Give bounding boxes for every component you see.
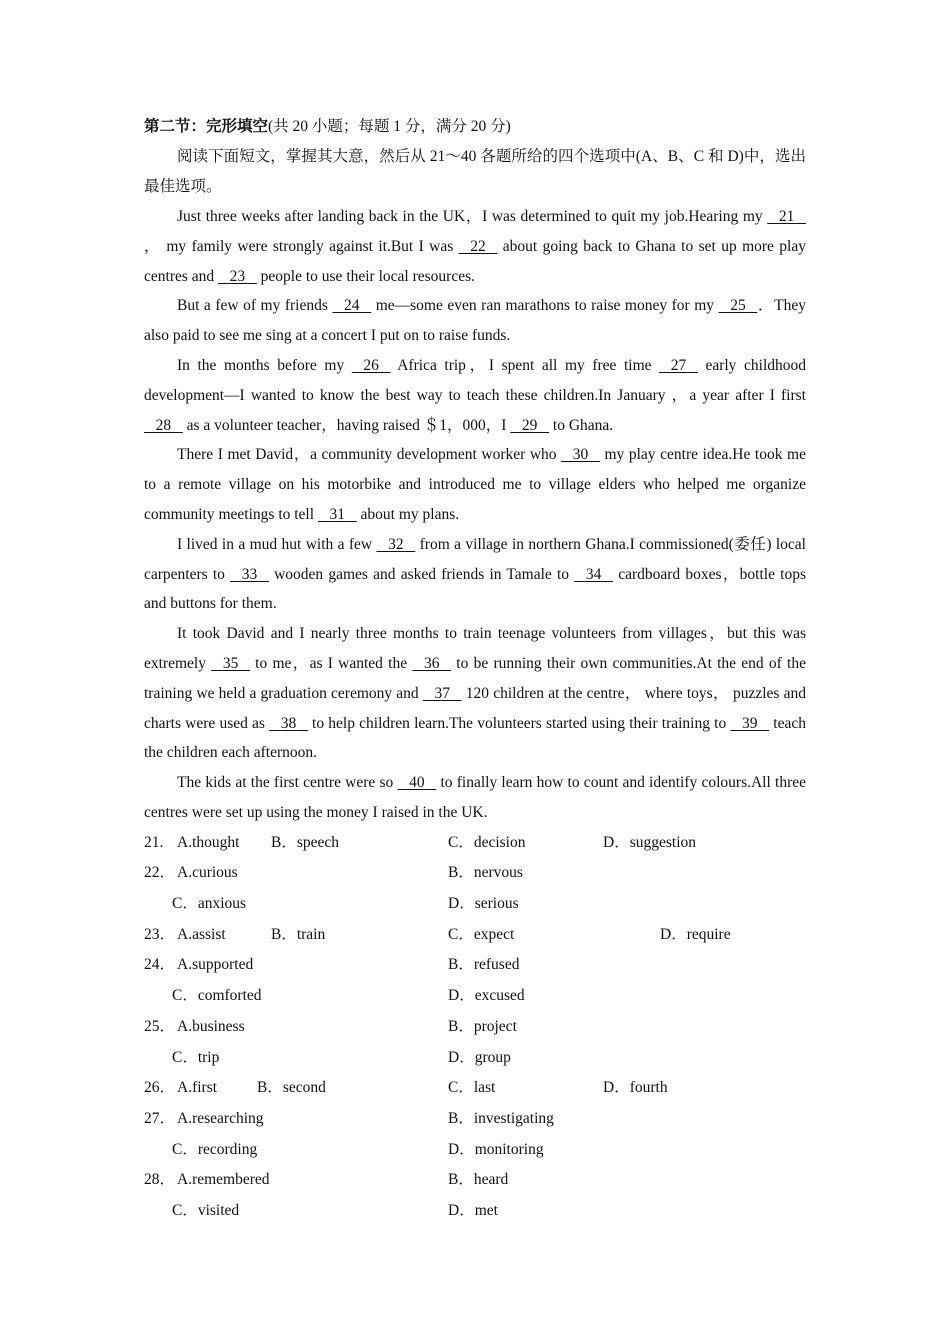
- passage-text: people to use their local resources.: [256, 267, 475, 285]
- option-a: A.curious: [177, 864, 238, 882]
- option-d: D．group: [448, 1048, 511, 1066]
- passage-paragraph: [144, 291, 806, 351]
- question-line: [144, 1104, 806, 1135]
- option-b: B．heard: [448, 1171, 509, 1189]
- passage-paragraph: [144, 351, 806, 440]
- question-list: [144, 828, 806, 1227]
- passage-text: In the months before my: [177, 356, 352, 374]
- passage-paragraph: [144, 768, 806, 828]
- passage-text: wooden games and asked friends in Tamale to: [268, 565, 575, 583]
- blank-32: 32: [388, 535, 404, 553]
- option-a: A.supported: [177, 956, 254, 974]
- passage-text: I lived in a mud hut with a few: [177, 535, 377, 553]
- option-a: A.remembered: [177, 1171, 270, 1189]
- passage-text: me—some even ran marathons to raise money for my: [371, 297, 719, 315]
- blank-27: 27: [670, 356, 687, 374]
- option-b: B．speech: [271, 833, 340, 851]
- passage-text: about my plans.: [356, 505, 460, 523]
- blank-28: 28: [155, 416, 172, 434]
- option-c: C．anxious: [172, 895, 247, 913]
- section-title: 第二节：完形填空: [144, 118, 269, 135]
- instruction: 阅读下面短文，掌握其大意，然后从 21～40 各题所给的四个选项中(A、B、C 和 D)中，选出最佳选项。: [144, 148, 806, 195]
- option-c: C．recording: [172, 1140, 258, 1158]
- cloze-passage: [144, 202, 806, 828]
- passage-text: about going back to Ghana to set up more play centres and: [144, 237, 806, 285]
- passage-text: to me，as I wanted the: [249, 654, 413, 672]
- question-number: 27．: [144, 1109, 176, 1127]
- option-d: D．monitoring: [448, 1140, 544, 1158]
- blank-34: 34: [585, 565, 602, 583]
- question-number: 24．: [144, 956, 176, 974]
- option-b: B．nervous: [448, 864, 523, 882]
- passage-paragraph: [144, 530, 806, 619]
- blank-38: 38: [280, 714, 297, 732]
- passage-paragraph: [144, 440, 806, 529]
- blank-36: 36: [423, 654, 440, 672]
- passage-text: The kids at the first centre were so: [177, 774, 398, 792]
- blank-39: 39: [742, 714, 758, 732]
- option-c: C．decision: [448, 833, 526, 851]
- passage-text: ， my family were strongly against it.But I was: [144, 237, 459, 255]
- blank-23: 23: [229, 267, 246, 285]
- passage-text: Just three weeks after landing back in the UK，I was determined to quit my job.Hearing my: [177, 208, 768, 225]
- question-number: 25．: [144, 1017, 176, 1035]
- option-d: D．require: [660, 925, 731, 943]
- option-b: B．second: [257, 1079, 326, 1097]
- question-line: [144, 1043, 806, 1074]
- option-c: C．expect: [448, 925, 515, 943]
- passage-text: to help children learn.The volunteers started using their training to: [307, 714, 731, 732]
- passage-text: ．They also paid to see me sing at a concert I put on to raise funds.: [144, 297, 806, 345]
- blank-29: 29: [521, 416, 538, 434]
- passage-text: There I met David，a community development worker who: [177, 446, 562, 464]
- passage-text: Africa trip，I spent all my free time: [390, 356, 660, 374]
- passage-text: as a volunteer teacher，having raised ＄1，000，I: [182, 416, 511, 434]
- option-c: C．last: [448, 1079, 496, 1097]
- option-d: D．fourth: [603, 1079, 668, 1097]
- blank-25: 25: [730, 297, 746, 315]
- option-b: B．refused: [448, 956, 520, 974]
- passage-text: teach the children each afternoon.: [144, 714, 807, 762]
- blank-26: 26: [363, 356, 379, 374]
- document-page: [144, 112, 806, 1227]
- section-heading: [144, 112, 806, 142]
- question-line: [144, 1135, 806, 1166]
- question-number: 26．: [144, 1079, 176, 1097]
- question-line: [144, 1196, 806, 1227]
- blank-37: 37: [434, 684, 450, 702]
- section-note: (共 20 小题；每题 1 分，满分 20 分): [268, 118, 511, 135]
- passage-paragraph: [144, 619, 806, 768]
- question-line: [144, 858, 806, 889]
- passage-text: from a village in northern Ghana.I commissioned(委任) local carpenters to: [144, 535, 806, 583]
- question-line: [144, 1073, 806, 1104]
- passage-text: It took David and I nearly three months to train teenage volunteers from villages，but this was extremely: [144, 625, 806, 672]
- question-line: [144, 1165, 806, 1196]
- question-number: 21.: [144, 833, 164, 851]
- option-d: D．met: [448, 1201, 498, 1219]
- option-a: A.first: [177, 1079, 218, 1097]
- option-b: B．investigating: [448, 1109, 554, 1127]
- option-c: C．trip: [172, 1048, 220, 1066]
- passage-text: 120 children at the centre， where toys， puzzles and charts were used as: [144, 684, 807, 732]
- passage-paragraph: [144, 202, 806, 291]
- blank-22: 22: [470, 237, 486, 255]
- question-line: [144, 1012, 806, 1043]
- blank-30: 30: [572, 446, 589, 464]
- passage-text: my play centre idea.He took me to a remote village on his motorbike and introduced me to village elders who helped me organize community meetings to tell: [144, 446, 806, 523]
- question-line: [144, 828, 806, 859]
- question-line: [144, 920, 806, 951]
- passage-text: But a few of my friends: [177, 297, 333, 315]
- question-number: 23．: [144, 925, 176, 943]
- question-line: [144, 950, 806, 981]
- question-line: [144, 889, 806, 920]
- option-b: B．project: [448, 1017, 517, 1035]
- option-d: D．suggestion: [603, 833, 697, 851]
- blank-21: 21: [778, 208, 795, 225]
- blank-33: 33: [241, 565, 258, 583]
- blank-35: 35: [222, 654, 239, 672]
- option-c: C．comforted: [172, 987, 262, 1005]
- passage-text: to finally learn how to count and identify colours.All three centres were set up using the money I raised in the UK.: [144, 774, 806, 821]
- option-a: A.business: [177, 1017, 245, 1035]
- option-a: A.researching: [177, 1109, 264, 1127]
- passage-text: cardboard boxes，bottle tops and buttons for them.: [144, 565, 807, 613]
- blank-31: 31: [329, 505, 346, 523]
- blank-24: 24: [344, 297, 360, 315]
- question-line: [144, 981, 806, 1012]
- option-a: A.assist: [177, 925, 226, 943]
- passage-text: early childhood development—I wanted to know the best way to teach these children.In January ，a year after I first: [144, 356, 806, 404]
- question-number: 22．: [144, 864, 176, 882]
- blank-40: 40: [409, 774, 425, 792]
- option-c: C．visited: [172, 1201, 240, 1219]
- option-b: B．train: [271, 925, 326, 943]
- passage-text: to Ghana.: [549, 416, 614, 434]
- option-d: D．excused: [448, 987, 525, 1005]
- passage-text: to be running their own communities.At the end of the training we held a graduation ceremony and: [144, 654, 806, 702]
- question-number: 28．: [144, 1171, 176, 1189]
- option-a: A.thought: [177, 833, 240, 851]
- option-d: D．serious: [448, 895, 519, 913]
